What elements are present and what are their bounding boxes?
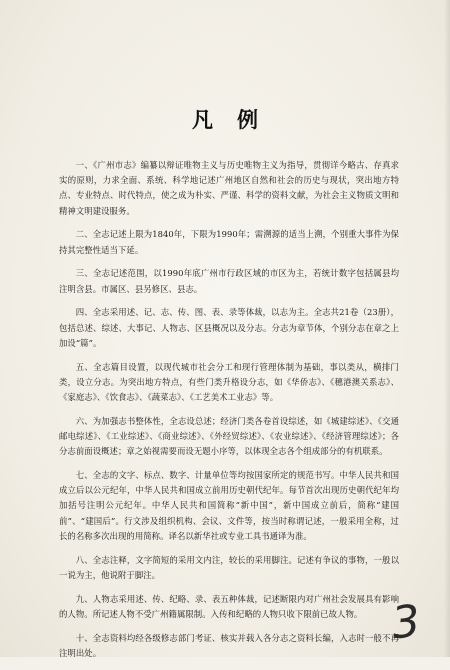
guide-paragraph-3: 三、全志记述范围，以1990年底广州市行政区域的市区为主，若统计数字包括属县均注明含县。市属区、县另修区、县志。 xyxy=(59,268,399,294)
guide-paragraph-6: 六、为加强志书整体性，全志设总述；经济门类各卷首设综述，如《城建综述》、《交通邮电综述》、《工业综述》、《商业综述》、《外经贸综述》、《农业综述》、《经济管理综述》；各分志前面设概述；章之始视需要而设无题小序等，以体现全志各个组成部分的有机联系。 xyxy=(59,415,399,457)
guide-paragraph-2: 二、全志记述上限为1840年，下限为1990年；需溯源的适当上溯，个别重大事件为保持其完整性适当下延。 xyxy=(59,229,399,255)
guide-paragraph-4: 四、全志采用述、记、志、传、图、表、录等体裁，以志为主。全志共21卷（23册），包括总述、综述、大事记、人物志、区县概况以及分志。分志为章节体，个别分志在章之上加设“篇”。 xyxy=(59,307,399,348)
guide-paragraph-9: 九、人物志采用述、传、纪略、录、表五种体裁，记述断限内对广州社会发展具有影响的人物。所记述人物不受广州籍属限制。入传和纪略的人物只收下限前已故人物。 xyxy=(59,593,399,619)
guide-paragraph-8: 八、全志注释，文字简短的采用文内注，较长的采用脚注。记述有争议的事物，一般以一说为主，他说附于脚注。 xyxy=(59,554,399,580)
guide-paragraph-5: 五、全志篇目设置，以现代城市社会分工和现行管理体制为基础，事以类从，横排门类，设立分志。为突出地方特点，有些门类升格设分志，如《华侨志》、《穗港澳关系志》、《家庭志》、《饮食志》、《蔬菜志》、《工艺美术工业志》等。 xyxy=(59,361,399,403)
page-title: 凡例 xyxy=(192,107,282,132)
guide-body xyxy=(59,158,399,670)
page-edge-shadow xyxy=(444,0,450,657)
guide-paragraph-1: 一、《广州市志》编纂以辩证唯物主义与历史唯物主义为指导，贯彻详今略古、存真求实的原则，力求全面、系统、科学地记述广州地区自然和社会的历史与现状，突出地方特点、专业特点、时代特点，使之成为朴实、严谨、科学的资料文献，为社会主义物质文明和精神文明建设服务。 xyxy=(59,160,399,216)
page-number: 3 xyxy=(389,595,423,650)
guide-paragraph-10: 十、全志资料均经各级修志部门考证、核实并载入各分志之资料长编，入志时一般不再注明出处。 xyxy=(59,632,399,658)
guide-paragraph-7: 七、全志的文字、标点、数字、计量单位等均按国家所定的规范书写。中华人民共和国成立后以公元纪年，中华人民共和国成立前用历史朝代纪年。每节首次出现历史朝代纪年均加括号注明公元纪年。中华人民共和国简称“新中国”，新中国成立前后，简称“建国前”、“建国后”。行文涉及组织机构、会议、文件等，按当时称谓记述，一般采用全称，过长的名称多次出现的用简称。译名以新华社或专业工具书通译为准。 xyxy=(59,470,399,541)
